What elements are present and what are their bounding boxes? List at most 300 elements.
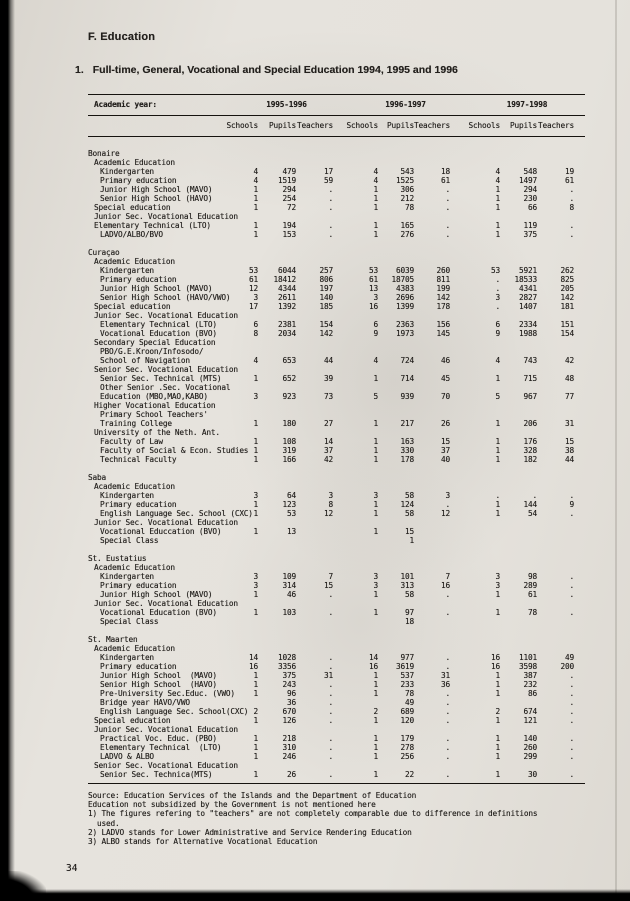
cell-value (296, 473, 333, 482)
cell-value: 1 (253, 419, 258, 428)
row-label: Faculty of Law (100, 437, 163, 446)
table-row (88, 428, 585, 437)
cell-value: 3 (373, 581, 378, 590)
cell-value (500, 212, 537, 221)
cell-value: 715 (523, 374, 537, 383)
cell-value (216, 536, 258, 545)
cell-value (296, 158, 333, 167)
table-row (88, 320, 585, 329)
cell-value: . (569, 734, 574, 743)
cell-value (414, 257, 450, 266)
year-group-2: 1996-1997 (385, 100, 426, 109)
cell-value: 1 (253, 716, 258, 725)
footnote-3: 3) ALBO stands for Alternative Vocational Education (88, 837, 318, 847)
cell-value (258, 158, 296, 167)
cell-value (378, 338, 414, 347)
col-header-pupils-1: Pupils (269, 121, 296, 130)
cell-value (258, 599, 296, 608)
col-header-pupils-3: Pupils (510, 121, 537, 130)
row-label: Junior Sec. Vocational Education (94, 599, 238, 608)
table-rule-bottom (88, 783, 585, 784)
table-row (88, 230, 585, 239)
cell-value (296, 401, 333, 410)
cell-value: 30 (528, 770, 537, 779)
cell-value: 330 (400, 446, 414, 455)
cell-value (216, 410, 258, 419)
cell-value (296, 311, 333, 320)
cell-value: 1 (253, 185, 258, 194)
cell-value: 86 (528, 689, 537, 698)
cell-value (378, 482, 414, 491)
cell-value: . (569, 608, 574, 617)
cell-value: 2334 (519, 320, 537, 329)
cell-value: 144 (523, 500, 537, 509)
cell-value: 3619 (396, 662, 414, 671)
table-row (88, 662, 585, 671)
cell-value (216, 149, 258, 158)
cell-value: 1 (495, 230, 500, 239)
cell-value (333, 725, 378, 734)
cell-value: 46 (441, 356, 450, 365)
table-body (88, 137, 585, 783)
cell-value: 1 (373, 419, 378, 428)
cell-value (296, 617, 333, 626)
cell-value (333, 563, 378, 572)
cell-value (216, 563, 258, 572)
table-row (88, 176, 585, 185)
cell-value: 375 (523, 230, 537, 239)
cell-value (500, 518, 537, 527)
cell-value (333, 617, 378, 626)
cell-value: . (569, 590, 574, 599)
cell-value (216, 482, 258, 491)
cell-value: 119 (523, 221, 537, 230)
cell-value: 1 (253, 500, 258, 509)
cell-value (450, 518, 500, 527)
cell-value (450, 761, 500, 770)
col-header-schools-3: Schools (468, 121, 500, 130)
cell-value: 1 (373, 590, 378, 599)
table-row (88, 590, 585, 599)
cell-value: 6 (373, 320, 378, 329)
table-row (88, 761, 585, 770)
cell-value (333, 599, 378, 608)
row-label: Senior High School (HAVO) (100, 680, 217, 689)
cell-value: 6044 (278, 266, 296, 275)
cell-value (378, 248, 414, 257)
cell-value: . (569, 671, 574, 680)
cell-value (537, 347, 574, 356)
cell-value: 689 (400, 707, 414, 716)
cell-value (500, 248, 537, 257)
cell-value: 1 (253, 590, 258, 599)
table-row (88, 698, 585, 707)
cell-value: 299 (523, 752, 537, 761)
cell-value: 6 (253, 320, 258, 329)
cell-value: 1 (495, 752, 500, 761)
cell-value: . (445, 752, 450, 761)
cell-value: 2 (253, 707, 258, 716)
cell-value: 205 (560, 284, 574, 293)
cell-value: 61 (249, 275, 258, 284)
cell-value: 4 (495, 176, 500, 185)
cell-value (216, 158, 258, 167)
row-label: Special education (94, 716, 171, 725)
table-row (88, 536, 585, 545)
cell-value: . (445, 590, 450, 599)
cell-value (216, 761, 258, 770)
cell-value (450, 644, 500, 653)
cell-value: 58 (405, 509, 414, 518)
cell-value: 314 (282, 581, 296, 590)
cell-value (216, 212, 258, 221)
table-row (88, 338, 585, 347)
col-header-teachers-3: Teachers (538, 121, 574, 130)
cell-value: 58 (405, 590, 414, 599)
cell-value (296, 518, 333, 527)
row-label: Primary education (100, 275, 177, 284)
cell-value: 1 (495, 590, 500, 599)
cell-value (258, 482, 296, 491)
cell-value: 166 (282, 455, 296, 464)
cell-value: 260 (436, 266, 450, 275)
title-text: Full-time, General, Vocational and Special Education 1994, 1995 and 1996 (92, 64, 458, 76)
cell-value: 194 (282, 221, 296, 230)
cell-value (296, 257, 333, 266)
cell-value: 1 (253, 221, 258, 230)
cell-value (378, 383, 414, 392)
cell-value: . (328, 707, 333, 716)
row-label: Vocational Education (BVO) (100, 329, 217, 338)
cell-value (333, 635, 378, 644)
cell-value: 3598 (519, 662, 537, 671)
cell-value: 1399 (396, 302, 414, 311)
cell-value: 3 (328, 491, 333, 500)
cell-value (296, 428, 333, 437)
cell-value: 1 (373, 680, 378, 689)
table-row (88, 518, 585, 527)
cell-value (333, 401, 378, 410)
island-row (88, 149, 585, 158)
cell-value: 310 (282, 743, 296, 752)
cell-value (258, 149, 296, 158)
cell-value: 178 (400, 455, 414, 464)
cell-value: 1497 (519, 176, 537, 185)
cell-value: 2381 (278, 320, 296, 329)
cell-value: 1392 (278, 302, 296, 311)
cell-value (378, 725, 414, 734)
cell-value: 46 (287, 590, 296, 599)
cell-value (258, 428, 296, 437)
cell-value: . (328, 734, 333, 743)
cell-value: 12 (441, 509, 450, 518)
row-label: English Language Sec. School(CXC) (100, 707, 249, 716)
cell-value: 1 (373, 608, 378, 617)
cell-value: . (569, 509, 574, 518)
cell-value: 4 (253, 356, 258, 365)
cell-value: 109 (282, 572, 296, 581)
row-label: Secondary Special Education (94, 338, 216, 347)
cell-value: 1 (253, 374, 258, 383)
table-row (88, 752, 585, 761)
cell-value: 233 (400, 680, 414, 689)
row-label: Kindergarten (100, 653, 154, 662)
cell-value (500, 644, 537, 653)
cell-value (216, 644, 258, 653)
cell-value: 12 (249, 284, 258, 293)
cell-value: 3 (445, 491, 450, 500)
table-row (88, 653, 585, 662)
cell-value (414, 338, 450, 347)
cell-value: 1 (495, 221, 500, 230)
cell-value (296, 554, 333, 563)
cell-value: 40 (441, 455, 450, 464)
cell-value (500, 698, 537, 707)
cell-value (378, 311, 414, 320)
cell-value: 181 (560, 302, 574, 311)
cell-value: 257 (319, 266, 333, 275)
row-label: Junior Sec. Vocational Education (94, 212, 238, 221)
cell-value (450, 257, 500, 266)
cell-value: 1 (495, 374, 500, 383)
cell-value (414, 599, 450, 608)
col-header-teachers-1: Teachers (297, 121, 333, 130)
row-label: Senior Sec. Vocational Education (94, 761, 238, 770)
footnotes (88, 791, 593, 846)
cell-value: 1 (253, 203, 258, 212)
row-label: Special Class (100, 617, 159, 626)
cell-value: 13 (287, 527, 296, 536)
cell-value: 154 (560, 329, 574, 338)
cell-value: 319 (282, 446, 296, 455)
cell-value (500, 257, 537, 266)
cell-value (500, 347, 537, 356)
cell-value (450, 482, 500, 491)
cell-value (333, 410, 378, 419)
cell-value: 276 (400, 230, 414, 239)
island-row (88, 635, 585, 644)
cell-value: 15 (441, 437, 450, 446)
cell-value (500, 311, 537, 320)
cell-value: . (569, 581, 574, 590)
cell-value (258, 518, 296, 527)
cell-value: 1 (495, 716, 500, 725)
table-row (88, 572, 585, 581)
cell-value: 36 (441, 680, 450, 689)
cell-value: 49 (405, 698, 414, 707)
cell-value: 3 (253, 392, 258, 401)
cell-value (537, 428, 574, 437)
cell-value (296, 347, 333, 356)
cell-value (414, 383, 450, 392)
cell-value (450, 410, 500, 419)
cell-value: 260 (523, 743, 537, 752)
cell-value: 37 (324, 446, 333, 455)
table-row (88, 302, 585, 311)
cell-value: 1525 (396, 176, 414, 185)
cell-value (296, 482, 333, 491)
cell-value: 44 (324, 356, 333, 365)
cell-value (500, 761, 537, 770)
cell-value (500, 410, 537, 419)
cell-value (414, 248, 450, 257)
row-label: Training College (100, 419, 172, 428)
cell-value: . (328, 653, 333, 662)
cell-value (258, 635, 296, 644)
cell-value: 185 (319, 302, 333, 311)
scan-edge-bottom (0, 889, 630, 901)
cell-value (333, 644, 378, 653)
cell-value: 97 (405, 608, 414, 617)
cell-value: 3 (253, 491, 258, 500)
cell-value (450, 617, 500, 626)
cell-value: 306 (400, 185, 414, 194)
cell-value: 1973 (396, 329, 414, 338)
cell-value (450, 311, 500, 320)
cell-value: 5 (495, 392, 500, 401)
cell-value: 1 (373, 770, 378, 779)
cell-value (216, 347, 258, 356)
cell-value: 1 (373, 671, 378, 680)
cell-value: 108 (282, 437, 296, 446)
row-label: Vocational Educcation (BVO) (100, 527, 222, 536)
cell-value: . (328, 185, 333, 194)
cell-value (450, 563, 500, 572)
row-label: Elementary Technical (LTO) (94, 221, 211, 230)
cell-value: 1 (495, 185, 500, 194)
cell-value: 653 (282, 356, 296, 365)
cell-value: 1 (253, 770, 258, 779)
cell-value (378, 365, 414, 374)
row-label: Academic Education (94, 482, 175, 491)
cell-value (333, 149, 378, 158)
cell-value: 200 (560, 662, 574, 671)
row-label: Kindergarten (100, 491, 154, 500)
cell-value: 1 (495, 437, 500, 446)
cell-value: 1 (373, 230, 378, 239)
cell-value: 2 (495, 707, 500, 716)
cell-value (258, 383, 296, 392)
cell-value (216, 599, 258, 608)
cell-value (333, 311, 378, 320)
cell-value: . (495, 275, 500, 284)
cell-value (414, 473, 450, 482)
cell-value: 123 (282, 500, 296, 509)
cell-value: . (569, 743, 574, 752)
cell-value: 479 (282, 167, 296, 176)
cell-value (414, 401, 450, 410)
cell-value (296, 365, 333, 374)
cell-value: 1028 (278, 653, 296, 662)
col-header-schools-1: Schools (226, 121, 258, 130)
cell-value (258, 725, 296, 734)
cell-value: 246 (282, 752, 296, 761)
cell-value: 1 (495, 455, 500, 464)
cell-value (333, 338, 378, 347)
cell-value (537, 338, 574, 347)
cell-value: . (328, 221, 333, 230)
subsidy-note: Education not subsidized by the Government is not mentioned here (88, 800, 376, 810)
row-label: St. Eustatius (88, 554, 147, 563)
cell-value: 1 (253, 608, 258, 617)
cell-value: 142 (319, 329, 333, 338)
cell-value: 8 (328, 500, 333, 509)
table-row (88, 707, 585, 716)
cell-value (216, 518, 258, 527)
table-row (88, 167, 585, 176)
cell-value: . (569, 230, 574, 239)
table-header-columns (88, 116, 585, 136)
cell-value: 78 (528, 608, 537, 617)
cell-value (500, 482, 537, 491)
cell-value: 48 (565, 374, 574, 383)
cell-value (378, 563, 414, 572)
cell-value: 3 (253, 581, 258, 590)
cell-value (537, 248, 574, 257)
cell-value (500, 158, 537, 167)
cell-value: 1988 (519, 329, 537, 338)
row-label: English Language Sec. School (CXC) (100, 509, 253, 518)
cell-value: 53 (287, 509, 296, 518)
cell-value (333, 554, 378, 563)
cell-value: . (569, 221, 574, 230)
table-row (88, 275, 585, 284)
table-row (88, 203, 585, 212)
row-label: Special education (94, 203, 171, 212)
cell-value: 652 (282, 374, 296, 383)
cell-value: 1 (253, 689, 258, 698)
cell-value (258, 410, 296, 419)
cell-value: 923 (282, 392, 296, 401)
row-label: Senior Sec. Vocational Education (94, 365, 238, 374)
cell-value (450, 635, 500, 644)
cell-value: 1 (495, 419, 500, 428)
cell-value: 939 (400, 392, 414, 401)
row-label: Kindergarten (100, 167, 154, 176)
cell-value: 96 (287, 689, 296, 698)
cell-value: 77 (565, 392, 574, 401)
cell-value (414, 527, 450, 536)
cell-value: 45 (441, 374, 450, 383)
cell-value: . (328, 716, 333, 725)
cell-value: 72 (287, 203, 296, 212)
cell-value: 9 (495, 329, 500, 338)
cell-value (378, 761, 414, 770)
cell-value: 31 (441, 671, 450, 680)
cell-value: 262 (560, 266, 574, 275)
cell-value: 714 (400, 374, 414, 383)
row-label: Junior High School (MAVO) (100, 590, 213, 599)
table-row (88, 158, 585, 167)
cell-value: 163 (400, 437, 414, 446)
cell-value (450, 698, 500, 707)
cell-value: . (328, 590, 333, 599)
cell-value: . (569, 491, 574, 500)
cell-value: 140 (319, 293, 333, 302)
cell-value (333, 383, 378, 392)
table-row (88, 644, 585, 653)
section-heading: F. Education (88, 31, 156, 43)
cell-value: 6 (495, 320, 500, 329)
cell-value: . (569, 752, 574, 761)
cell-value (216, 311, 258, 320)
cell-value: 1 (495, 734, 500, 743)
cell-value: 7 (328, 572, 333, 581)
cell-value (258, 257, 296, 266)
cell-value: 124 (400, 500, 414, 509)
cell-value: 120 (400, 716, 414, 725)
row-label: Pre-University Sec.Educ. (VWO) (100, 689, 235, 698)
